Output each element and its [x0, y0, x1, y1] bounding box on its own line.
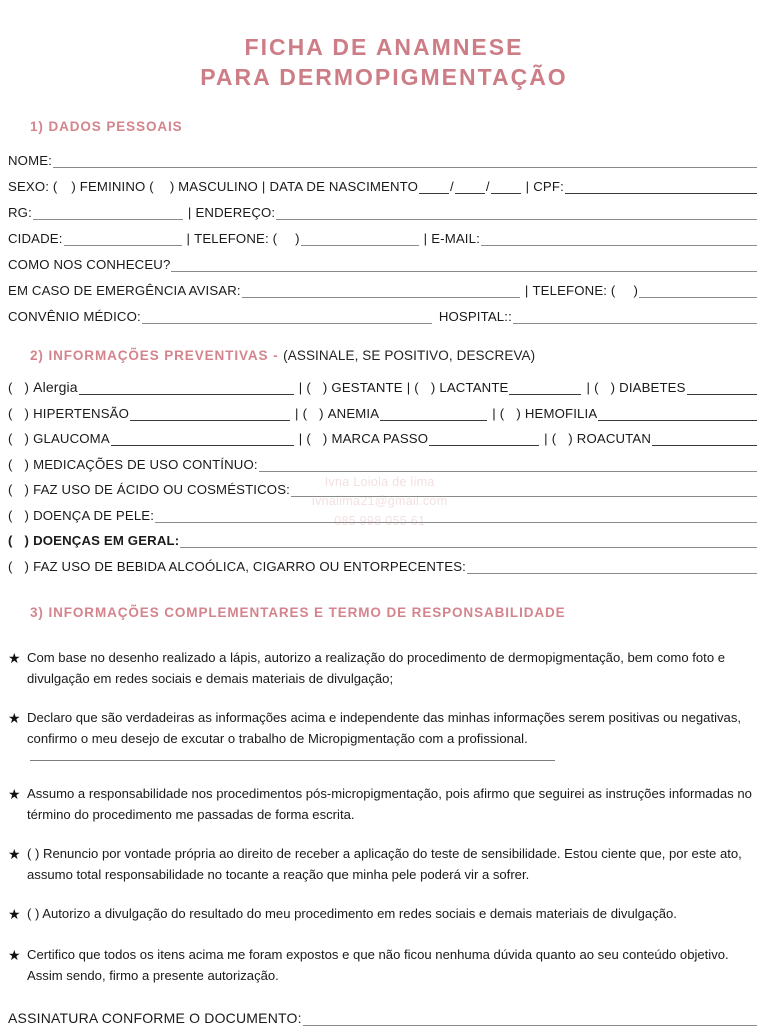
hospital-label: HOSPITAL::: [438, 308, 512, 324]
prev-row-3: [0, 421, 768, 447]
field-row-sexo: [0, 168, 768, 194]
prev-row-8: [0, 548, 768, 574]
checkbox-open[interactable]: (: [499, 405, 505, 421]
clause-item: [0, 707, 768, 749]
clause-item-optional-divulgacao[interactable]: [0, 903, 768, 926]
clause-text: Certifico que todos os itens acima me foram expostos e que não ficou nenhuma dúvida quanto ao seu conteúdo objetivo. Assim sendo, firmo a presente autorização.: [27, 947, 729, 984]
checkbox-close: ): [568, 431, 573, 447]
bebida-cigarro-label: FAZ USO DE BEBIDA ALCOÓLICA, CIGARRO OU ENTORPECENTES:: [33, 558, 466, 574]
email-input-line[interactable]: [481, 235, 757, 246]
marca-passo-label: MARCA PASSO: [331, 431, 429, 447]
rg-label: RG:: [8, 204, 32, 220]
separator-pipe: |: [187, 204, 192, 220]
como-conheceu-input-line[interactable]: [171, 261, 757, 272]
assinatura-row: [0, 1002, 768, 1026]
cpf-label: CPF:: [533, 178, 564, 194]
star-bullet-icon: ★: [8, 947, 21, 964]
doenca-pele-label: DOENÇA DE PELE:: [33, 507, 155, 523]
checkbox-open[interactable]: (: [8, 405, 13, 421]
field-row-rg-endereco: [0, 194, 768, 220]
endereco-input-line[interactable]: [276, 209, 757, 220]
checkbox-open[interactable]: (: [302, 405, 308, 421]
nome-input-line[interactable]: [53, 157, 757, 168]
checkbox-close: ): [24, 507, 30, 523]
glaucoma-input-line[interactable]: [111, 435, 294, 446]
separator-pipe: |: [544, 431, 548, 447]
clause-text: Assumo a responsabilidade nos procedimentos pós-micropigmentação, pois afirmo que seguirei as instruções informadas no término do procedimento me passadas de forma escrita.: [27, 785, 752, 822]
clause-item: [0, 783, 768, 825]
prev-row-5: [0, 472, 768, 498]
checkbox-open[interactable]: (: [306, 431, 311, 447]
watermark-phone: 085 998 055 61: [334, 513, 426, 528]
section-1-fields: [0, 142, 768, 324]
separator-pipe: |: [406, 380, 411, 396]
checkbox-open[interactable]: (: [8, 431, 13, 447]
watermark-name: Ivna Loiola de lima: [324, 475, 435, 489]
section-1-heading: 1) DADOS PESSOAIS: [30, 118, 183, 134]
separator-pipe: |: [524, 282, 529, 298]
section-2-heading: [30, 348, 768, 363]
emergencia-label: EM CASO DE EMERGÊNCIA AVISAR:: [8, 282, 241, 298]
separator-pipe: |: [298, 380, 303, 396]
field-row-como-conheceu: [0, 246, 768, 272]
separator-pipe: |: [295, 405, 299, 421]
clause-text: ( ) Autorizo a divulgação do resultado do meu procedimento em redes sociais e demais materiais de divulgação.: [27, 906, 677, 922]
checkbox-open[interactable]: (: [8, 507, 13, 523]
email-label: E-MAIL:: [431, 230, 480, 246]
checkbox-close: ): [516, 405, 521, 421]
gestante-label: GESTANTE: [331, 380, 403, 396]
checkbox-close: ): [322, 431, 328, 447]
roacutan-input-line[interactable]: [652, 435, 757, 446]
checkbox-close: ): [322, 380, 328, 396]
telefone-paren-close: ): [295, 230, 300, 246]
watermark-email: ivnalima21@gmail.com: [312, 494, 448, 509]
hipertensao-input-line[interactable]: [130, 410, 290, 421]
rg-input-line[interactable]: [33, 209, 183, 220]
checkbox-close: ): [430, 380, 436, 396]
anemia-input-line[interactable]: [380, 410, 487, 421]
checkbox-close: ): [24, 431, 30, 447]
endereco-label: ENDEREÇO:: [195, 204, 276, 220]
clause-item: [0, 647, 768, 689]
roacutan-label: ROACUTAN: [576, 431, 652, 447]
page-title-line-2: PARA DERMOPIGMENTAÇÃO: [200, 64, 568, 91]
nascimento-month-line[interactable]: [455, 183, 485, 194]
star-bullet-icon: ★: [8, 906, 21, 923]
prev-row-6: [0, 497, 768, 523]
assinatura-input-line[interactable]: [303, 1015, 757, 1026]
clause-item-optional-renuncia[interactable]: [0, 843, 768, 885]
emergencia-telefone-paren: ): [633, 282, 638, 298]
nascimento-day-line[interactable]: [419, 183, 449, 194]
star-bullet-icon: ★: [8, 785, 21, 802]
emergencia-telefone-line[interactable]: [639, 287, 757, 298]
alergia-label: Alergia: [33, 379, 78, 396]
section-3-heading: 3) INFORMAÇÕES COMPLEMENTARES E TERMO DE RESPONSABILIDADE: [30, 604, 566, 620]
clause-text: Declaro que são verdadeiras as informações acima e independente das minhas informações serem positivas ou negativas, confirmo o meu desejo de excutar o trabalho de Micropigmentação com a profissional.: [27, 710, 741, 747]
masculino-label[interactable]: ) MASCULINO: [169, 178, 258, 194]
checkbox-open[interactable]: (: [8, 482, 13, 498]
separator-pipe: |: [492, 405, 496, 421]
checkbox-close: ): [24, 533, 30, 549]
separator-pipe: |: [423, 230, 428, 246]
field-row-cidade-telefone-email: [0, 220, 768, 246]
checkbox-open[interactable]: (: [306, 380, 311, 396]
page-title-line-1: FICHA DE ANAMNESE: [244, 34, 524, 60]
acido-cosmesticos-input-line[interactable]: [291, 486, 757, 497]
date-slash-2: /: [485, 178, 490, 194]
checkbox-close: ): [24, 405, 30, 421]
separator-pipe: |: [261, 178, 266, 194]
nome-label: NOME:: [8, 152, 52, 168]
section-2-fields: [0, 370, 768, 574]
cpf-input-line[interactable]: [565, 183, 757, 194]
bebida-cigarro-input-line[interactable]: [467, 563, 757, 574]
diabetes-input-line[interactable]: [687, 384, 757, 395]
como-conheceu-label: COMO NOS CONHECEU?: [8, 256, 171, 272]
separator-pipe: |: [186, 230, 191, 246]
hospital-input-line[interactable]: [513, 313, 757, 324]
hipertensao-label: HIPERTENSÃO: [33, 405, 130, 421]
page-title: [0, 0, 768, 93]
alergia-input-line[interactable]: [79, 384, 294, 395]
checkbox-open[interactable]: (: [594, 380, 599, 396]
cidade-label: CIDADE:: [8, 230, 63, 246]
checkbox-open[interactable]: (: [8, 380, 13, 396]
lactante-label: LACTANTE: [439, 380, 509, 396]
separator-pipe: |: [586, 380, 591, 396]
prev-row-7: [0, 523, 768, 549]
cidade-input-line[interactable]: [64, 235, 182, 246]
nascimento-year-line[interactable]: [491, 183, 521, 194]
clause-text: Com base no desenho realizado a lápis, autorizo a realização do procedimento de dermopigmentação, bem como foto e divulgação em redes sociais e demais materiais de divulgação;: [27, 649, 726, 686]
telefone-label: TELEFONE: (: [194, 230, 278, 246]
checkbox-close: ): [24, 456, 30, 472]
field-row-emergencia: [0, 272, 768, 298]
acido-cosmesticos-label: FAZ USO DE ÁCIDO OU COSMÉSTICOS:: [33, 482, 290, 498]
anemia-label: ANEMIA: [327, 405, 380, 421]
emergencia-telefone-label: TELEFONE: (: [532, 282, 616, 298]
checkbox-close: ): [610, 380, 616, 396]
feminino-label[interactable]: ) FEMININO (: [71, 178, 154, 194]
prev-row-2: [0, 395, 768, 421]
prev-row-1: [0, 370, 768, 396]
checkbox-close: ): [24, 482, 30, 498]
star-bullet-icon: ★: [8, 845, 21, 862]
doencas-geral-label: DOENÇAS EM GERAL:: [33, 533, 180, 549]
hemofilia-label: HEMOFILIA: [524, 405, 598, 421]
medicacoes-label: MEDICAÇÕES DE USO CONTÍNUO:: [33, 456, 258, 472]
separator-pipe: |: [298, 431, 303, 447]
date-slash-1: /: [450, 178, 454, 194]
diabetes-label: DIABETES: [619, 380, 686, 396]
emergencia-input-line[interactable]: [242, 287, 520, 298]
section-2-heading-main: 2) INFORMAÇÕES PREVENTIVAS -: [30, 347, 279, 363]
checkbox-open[interactable]: (: [414, 380, 419, 396]
star-bullet-icon: ★: [8, 710, 21, 727]
checkbox-open[interactable]: (: [8, 558, 13, 574]
clause-item: [0, 944, 768, 986]
checkbox-open[interactable]: (: [551, 431, 557, 447]
assinatura-label: ASSINATURA CONFORME O DOCUMENTO:: [8, 1010, 302, 1026]
convenio-input-line[interactable]: [142, 313, 432, 324]
section-2-heading-sub: (ASSINALE, SE POSITIVO, DESCREVA): [283, 347, 536, 363]
convenio-label: CONVÊNIO MÉDICO:: [8, 308, 141, 324]
checkbox-open[interactable]: (: [8, 533, 13, 549]
glaucoma-label: GLAUCOMA: [33, 431, 110, 447]
medicacoes-input-line[interactable]: [259, 461, 757, 472]
checkbox-close: ): [319, 405, 324, 421]
marca-passo-input-line[interactable]: [429, 435, 539, 446]
clause-text: ( ) Renuncio por vontade própria ao direito de receber a aplicação do teste de sensibilidade. Estou ciente que, por este ato, assumo total responsabilidade no tocante a reação que minha pele poderá vir a sofrer.: [27, 845, 742, 883]
doencas-geral-input-line[interactable]: [180, 537, 757, 548]
star-bullet-icon: ★: [8, 649, 21, 666]
lactante-input-line[interactable]: [509, 384, 581, 395]
prev-row-4: [0, 446, 768, 472]
doenca-pele-input-line[interactable]: [155, 512, 757, 523]
hemofilia-input-line[interactable]: [598, 410, 757, 421]
field-row-convenio-hospital: [0, 298, 768, 324]
nascimento-label: DATA DE NASCIMENTO: [269, 178, 419, 194]
checkbox-close: ): [24, 558, 30, 574]
telefone-input-line[interactable]: [301, 235, 419, 246]
checkbox-open[interactable]: (: [8, 456, 13, 472]
sexo-label: SEXO: (: [8, 178, 58, 194]
separator-pipe: |: [525, 178, 530, 194]
field-row-nome: [0, 142, 768, 168]
checkbox-close: ): [24, 380, 30, 396]
